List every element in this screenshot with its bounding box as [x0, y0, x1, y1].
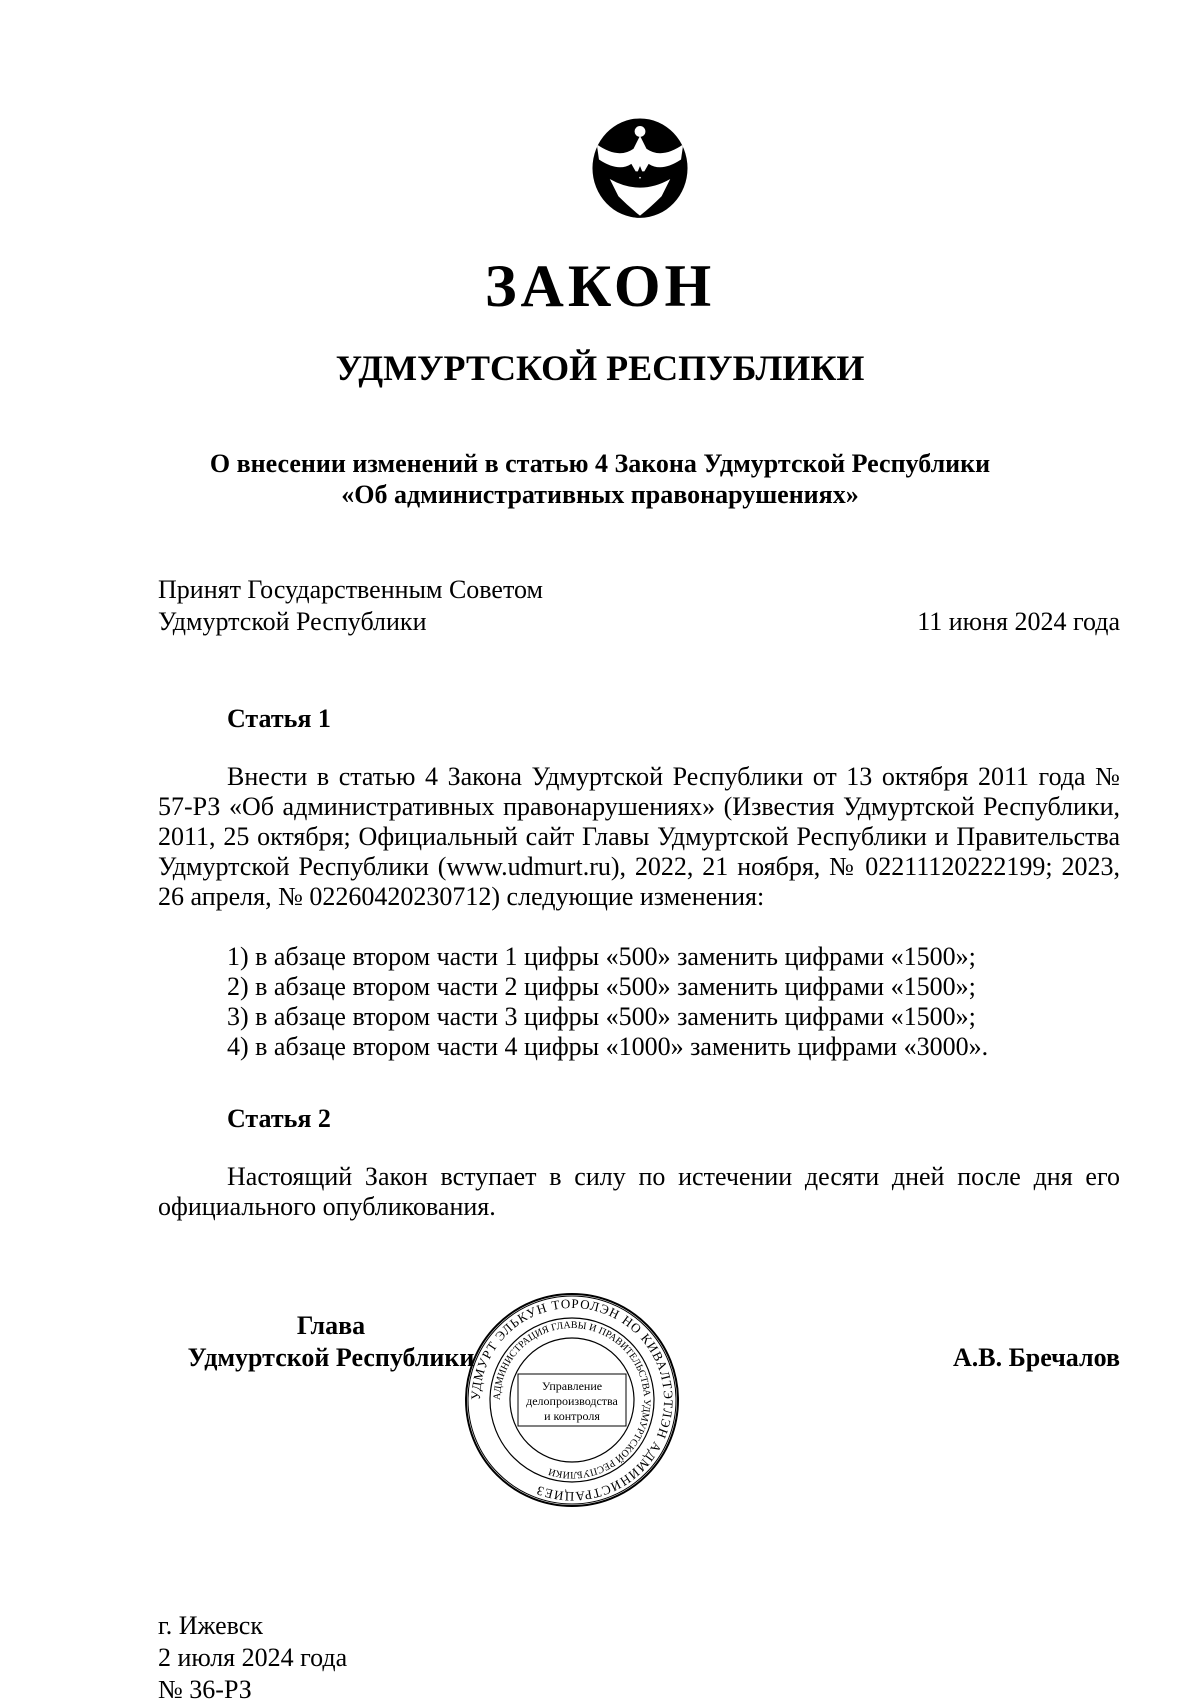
signatory-position: [166, 1310, 496, 1374]
signatory-position-line-2: Удмуртской Республики: [187, 1343, 475, 1372]
signatory-name: А.В. Бречалов: [952, 1343, 1120, 1372]
seal-outer-text: УДМУРТ ЭЛЬКУН ТОРОЛЭН НО КИВАЛТЭТЛЭН АДМИНИСТРАЦИЕЗ: [467, 1295, 677, 1505]
adoption-date: 11 июня 2024 года: [917, 607, 1120, 636]
round-seal-icon: [462, 1290, 682, 1510]
document-type-title: ЗАКОН: [484, 253, 716, 319]
footer-city: г. Ижевск: [158, 1611, 263, 1640]
law-title: [100, 448, 1100, 510]
law-title-line-1: О внесении изменений в статью 4 Закона Удмуртской Республики: [209, 449, 991, 478]
adoption-statement: [158, 574, 578, 638]
udmurtia-coat-of-arms-icon: [586, 112, 694, 220]
seal-center-line-2: делопроизводства: [526, 1394, 618, 1408]
article-1-amendments: [227, 942, 1117, 1062]
seal-center-line-3: и контроля: [544, 1409, 600, 1423]
adoption-line-2: Удмуртской Республики: [158, 607, 427, 636]
adoption-line-1: Принят Государственным Советом: [158, 575, 543, 604]
republic-title: УДМУРТСКОЙ РЕСПУБЛИКИ: [335, 348, 865, 388]
footer-date: 2 июля 2024 года: [158, 1643, 348, 1672]
list-item: 2) в абзаце втором части 2 цифры «500» заменить цифрами «1500»;: [227, 972, 976, 1001]
list-item: 3) в абзаце втором части 3 цифры «500» заменить цифрами «1500»;: [227, 1002, 976, 1031]
document-footer: [158, 1610, 347, 1706]
article-2-text: Настоящий Закон вступает в силу по истечении десяти дней после дня его официального опубликования.: [158, 1162, 1120, 1221]
seal-inner-text: АДМИНИСТРАЦИЯ ГЛАВЫ И ПРАВИТЕЛЬСТВА УДМУРТСКОЙ РЕСПУБЛИКИ: [491, 1319, 653, 1481]
law-title-line-2: «Об административных правонарушениях»: [341, 480, 859, 509]
list-item: 4) в абзаце втором части 4 цифры «1000» заменить цифрами «3000».: [227, 1032, 989, 1061]
article-2-heading: Статья 2: [227, 1104, 331, 1133]
article-1-heading: Статья 1: [227, 704, 331, 733]
seal-center-line-1: Управление: [541, 1379, 603, 1393]
signatory-position-line-1: Глава: [296, 1311, 366, 1340]
list-item: 1) в абзаце втором части 1 цифры «500» заменить цифрами «1500»;: [227, 942, 976, 971]
footer-number: № 36-РЗ: [158, 1675, 252, 1704]
article-1-intro: Внести в статью 4 Закона Удмуртской Республики от 13 октября 2011 года № 57-РЗ «Об административных правонарушениях» (Известия Удмуртской Республики, 2011, 25 октября; Официальный сайт Главы Удмуртской Республики и Правительства Удмуртской Республики (www.udmurt.ru), 2022, 21 ноября, № 02211120222199; 2023, 26 апреля, № 02260420230712) следующие изменения:: [158, 762, 1120, 911]
